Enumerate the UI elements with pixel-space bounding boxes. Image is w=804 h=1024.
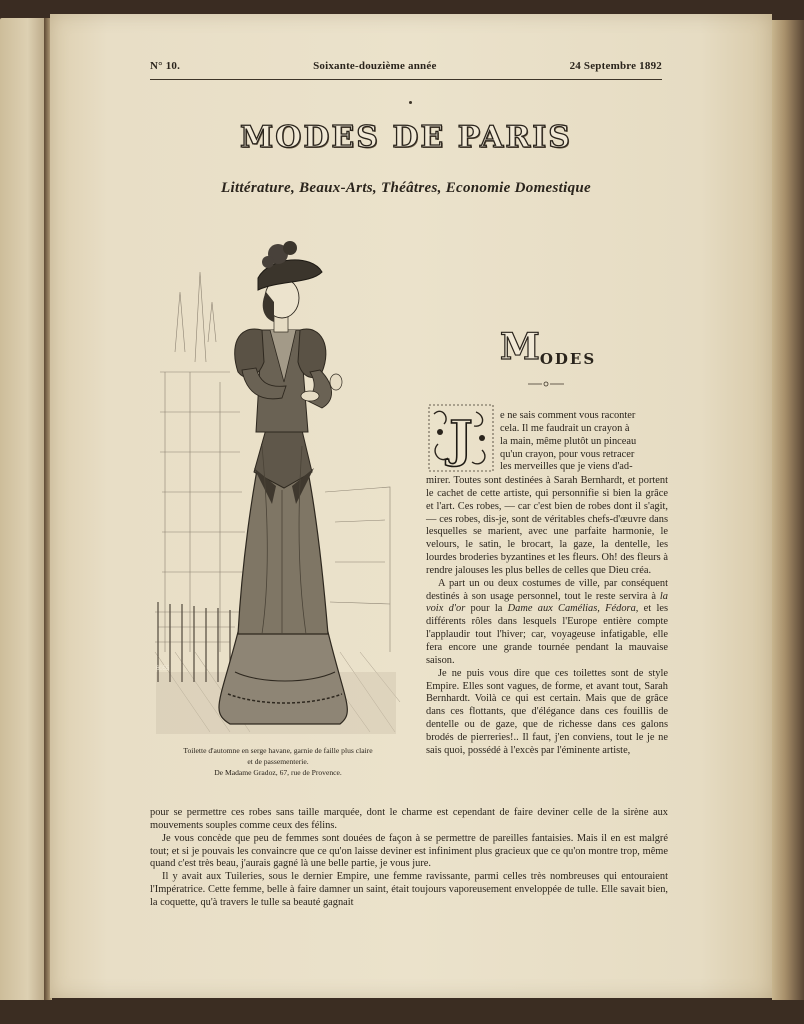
paragraph-2: A part un ou deux costumes de ville, par conséquent destinés à son usage personnel, tout le reste servira à la voix d'or pour la Dame aux Camélias, Fédora, et les différents rôles dans lesquels l'Europe entière compte l'applaudir tout l'hiver; car, voyageuse infatigable, elle fera encore une grande tournée pendant la mauvaise saison. xyxy=(426,577,668,666)
paragraph-3: Je ne puis vous dire que ces toilettes sont de style Empire. Elles sont vagues, de forme, et avant tout, Sarah Bernhardt. Voilà ce qui est certain. Mais que de grâce dans ces flottants, que d'élégance dans ces fouillis de dentelle ou de gaze, que de richesse dans ces galons brodés de pierreries!.. Il faut, j'en conviens, tout le je ne sais quoi, possédé à l'excès par l'éminente artiste, xyxy=(426,667,668,756)
drop-cap-letter: J xyxy=(449,409,473,468)
article-column xyxy=(426,475,668,758)
caption-line-2: et de passementerie. xyxy=(247,757,309,766)
article-full-width xyxy=(150,807,668,910)
caption-line-1: Toilette d'automne en serge havane, garnie de faille plus claire xyxy=(183,746,373,755)
section-heading-initial: M xyxy=(500,326,540,368)
edition-year: Soixante-douzième année xyxy=(313,60,437,72)
illustration-caption xyxy=(146,745,410,778)
page-stack-edge xyxy=(772,20,804,1000)
paragraph-5: Je vous concède que peu de femmes sont douées de façon à se permettre de pareilles fantaisies. Mais il en est malgré tout; et si je pouvais les convaincre que ce qu'on laisse deviner est infiniment plus gracieux que ce qu'on montre trop, même quand c'est très beau, j'aurais gagné là une belle partie, je vous jure. xyxy=(150,832,668,870)
section-heading xyxy=(500,326,640,366)
book-bottom-edge xyxy=(0,1000,804,1024)
issue-date: 24 Septembre 1892 xyxy=(569,60,662,72)
issue-number: N° 10. xyxy=(150,60,181,72)
header-ornament-dot xyxy=(409,101,412,104)
masthead-title: MODES DE PARIS xyxy=(240,120,572,155)
heading-ornament xyxy=(528,380,564,388)
opening-line-2: cela. Il me faudrait un crayon à xyxy=(500,422,630,434)
paragraph-4: pour se permettre ces robes sans taille marquée, dont le charme est cependant de faire deviner celle de la sirène aux mouvements souples comme ceux des félins. xyxy=(150,807,668,831)
paragraph-6: Il y avait aux Tuileries, sous le dernier Empire, une femme ravissante, parmi celles très nombreuses qui entouraient l'Impératrice. Cette femme, belle à faire damner un saint, était toujours vaporeusement enveloppée de tulle. Elle savait bien, la coquette, qu'à travers le tulle sa beauté gagnait xyxy=(150,871,668,908)
opening-line-1: e ne sais comment vous raconter xyxy=(500,410,636,421)
opening-line-3: la main, même plutôt un pinceau xyxy=(500,435,637,447)
header-rule xyxy=(150,79,662,80)
fashion-plate-engraving xyxy=(150,232,402,740)
running-header xyxy=(150,56,662,76)
opening-line-4: qu'un crayon, pour vous retracer xyxy=(500,448,635,460)
paragraph-1: mirer. Toutes sont destinées à Sarah Bernhardt, et portent le cachet de cette artiste, qui personnifie si bien la grâce et l'art. Ces robes, — car c'est bien de robes dont il s'agit, — ces robes, dis-je, sont de véritables chefs-d'œuvre dans lesquelles se marient, avec une parfaite harmonie, le velours, le satin, le brocart, la gaze, la dentelle, les lourdes broderies byzantines et les fleurs. Oh! des fleurs à rendre jalouses les plus belles de celles que Dieu créa. xyxy=(426,475,668,576)
drop-cap xyxy=(428,404,494,472)
facing-page-edge xyxy=(0,18,46,1006)
fashion-plate-illustration xyxy=(150,232,402,740)
plate-number: 6055 xyxy=(156,666,170,672)
opening-line-5: les merveilles que je viens d'ad- xyxy=(500,461,633,473)
drop-cap-ornament xyxy=(428,404,494,472)
masthead-subtitle: Littérature, Beaux-Arts, Théâtres, Economie Domestique xyxy=(221,180,591,196)
caption-line-3: De Madame Gradoz, 67, rue de Provence. xyxy=(214,768,342,777)
section-heading-rest: ODES xyxy=(539,350,597,368)
opening-lines xyxy=(500,410,668,474)
